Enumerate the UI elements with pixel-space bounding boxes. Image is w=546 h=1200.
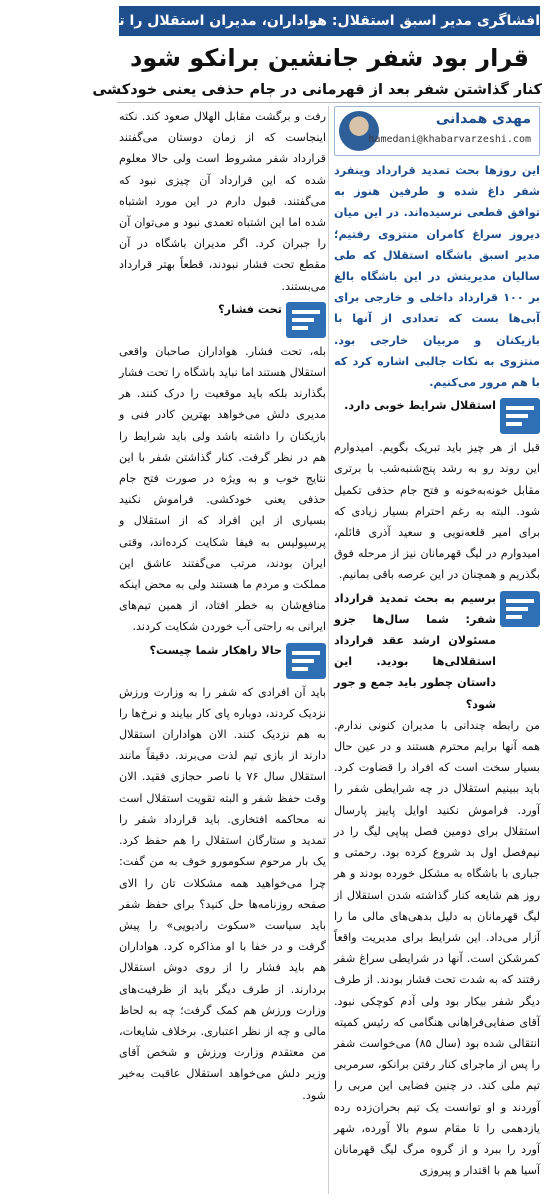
- khabar-logo-icon: [286, 643, 326, 679]
- question-3: [119, 299, 326, 341]
- author-email: hamedani@khabarvarzeshi.com: [368, 134, 531, 145]
- question-2: [334, 588, 540, 715]
- answer-2: من رابطه چندانی با مدیران کنونی ندارم. همه آنها برایم محترم هستند و در عین حال بسیار سخت است که افراد را قضاوت کرد. باید ببینیم استقلال در چه شرایطی شفر را آورد. فراموش نکنید اوایل پاییز پارسال استقلال برای دومین فصل پیاپی لیگ را در نیم‌فصل اول بد شروع کرده بود. رحمتی و جباری با باشگاه به مشکل خورده بودند و هر روز هم شایعه کنار گذاشته شدن استقلال از لیگ قهرمانان به دلیل بدهی‌های مالی ما را آزار می‌داد. این شرایط برای مدیریت واقعاً کمرشکن است. آنها در شرایطی سراغ شفر رفتند که به شدت تحت فشار بودند. از طرف دیگر شفر بیکار بود ولی آدم کوچکی نبود. آقای صفایی‌فراهانی هنگامی که رئیس کمیته انتقالی شده بود (سال ۸۵) می‌خواست شفر را پس از ماجرای کنار رفتن برانکو، سرمربی تیم ملی کند. در چنین فضایی این مربی را آوردند و او توانست یک تیم بحران‌زده رده یازدهمی را تا مقام سوم بالا آورده، شهر آورد را ببرد و از گروه مرگ لیگ قهرمانان آسیا هم با اقتدار و پیروزی: [334, 718, 540, 1178]
- khabar-logo-icon: [286, 302, 326, 338]
- column-divider: [328, 106, 329, 1194]
- lead-paragraph: این روزها بحث تمدید قرارداد وینفرد شفر داغ شده و طرفین هنوز به توافق قطعی نرسیده‌اند. در این میان دیروز سراغ کامران منتزوی رفتیم؛ مدیر اسبق باشگاه استقلال که طی سالیان مدیریتش در این باشگاه بالغ بر ۱۰۰ قرارداد داخلی و خارجی برای آبی‌ها بست که تعدادی از آنها با بازیکنان و مربیان خارجی بود. منتزوی به نکات جالبی اشاره کرد که با هم مرور می‌کنیم.: [334, 164, 540, 390]
- headline: قرار بود شفر جانشین برانکو شود: [130, 44, 529, 72]
- right-column: [334, 106, 540, 1196]
- continued-paragraph: رفت و برگشت مقابل الهلال صعود کند. نکته اینجاست که از زمان دوستان می‌گفتند قرارداد شفر مشروط است ولی حالا معلوم شده که این قرارداد آن چیزی نبود که می‌گفتند. قبول دارم در این مورد اشتباه شده اما این اشتباه تعمدی نبود و می‌توان آن را جبران کرد. اگر مدیران باشگاه در آن مقطع تحت فشار نبودند، قطعاً بهتر قرارداد می‌بستند.: [119, 110, 326, 293]
- author-box: [334, 106, 540, 156]
- left-column: [119, 106, 326, 1196]
- question-3-text: تحت فشار؟: [218, 302, 282, 316]
- kicker-bar: افشاگری مدیر اسبق استقلال: هواداران، مدیران استقلال را تحت فشار نگذارند: [119, 6, 540, 36]
- answer-1: قبل از هر چیز باید تبریک بگویم. امیدوارم این روند رو به رشد پنج‌شنبه‌شب با برتری مقابل خونه‌به‌خونه و فتح جام حذفی تکمیل شود. البته به رغم احترام بسیار زیادی که برای امیر قلعه‌نویی و سعید آذری قائلم، امیدوارم در لیگ قهرمانان نیز از مرحله فوق بگذریم و همچنان در این عرصه باقی بمانیم.: [334, 441, 540, 582]
- question-2-text: برسیم به بحث تمدید قرارداد شفر: شما سال‌ها جزو مسئولان ارشد عقد قرارداد استقلالی‌ها بودید. این داستان چطور باید جمع و جور شود؟: [334, 591, 496, 711]
- khabar-logo-icon: [500, 591, 540, 627]
- khabar-logo-icon: [500, 398, 540, 434]
- author-name: مهدی همدانی: [435, 111, 531, 127]
- answer-3: بله، تحت فشار. هواداران صاحبان واقعی استقلال هستند اما نباید باشگاه را تحت فشار بگذارند بلکه باید موقعیت را درک کنند. هر مدیری دلش می‌خواهد بهترین کادر فنی و بازیکنان را داشته باشد ولی باید شرایط را هم در نظر گرفت. کنار گذاشتن شفر با این نتایج خوب و به ویژه در صورت فتح جام حذفی یعنی خودکشی. فراموش نکنید بسیاری از این افراد که از استقلال و پرسپولیس به فیفا شکایت کرده‌اند، وقتی ایران بودند، مرتب می‌گفتند عاشق این مملکت و مردم ما هستند ولی به محض اینکه منافع‌شان به خطر افتاد، از همین تیم‌های ایرانی به راحتی آب خوردن شکایت کردند.: [119, 344, 326, 634]
- question-1-text: استقلال شرایط خوبی دارد.: [344, 399, 496, 413]
- answer-4: باید آن افرادی که شفر را به وزارت ورزش نزدیک کردند، دوباره پای کار بیایند و نرخ‌ها را به هم نزدیک کنند. الان هواداران استقلال دارند از بازی تیم لذت می‌برند. دقیقاً مانند استقلال سال ۷۶ با ناصر حجازی فقید. الان وقت حفظ شفر و البته تقویت استقلال است نه محاکمه افتخاری. باید قرارداد شفر را تمدید و ستارگان استقلال را هم حفظ کرد. یک بار مرحوم سکومورو خوف به من گفت: چرا می‌خواهید همه مشکلات تان را الای صفحه روزنامه‌ها حل کنید؟ برای حفظ شفر باید سیاست «سکوت رادیویی» را پیش گرفت و در خفا با او مذاکره کرد. هواداران هم باید فشار را از روی دوش استقلال بردارند. از طرف دیگر باید از ظرفیت‌های وزارت ورزش هم کمک گرفت؛ چه به لحاظ مالی و چه از نظر اعتباری. برخلاف شایعات، من معتقدم وزارت ورزش و شخص آقای وزیر دلش می‌خواهد استقلال عاقبت به‌خیر شود.: [119, 685, 326, 1102]
- question-1: [334, 395, 540, 437]
- question-4: [119, 640, 326, 682]
- subheadline: کنار گذاشتن شفر بعد از قهرمانی در جام حذفی یعنی خودکشی: [117, 78, 542, 103]
- question-4-text: حالا راهکار شما چیست؟: [149, 643, 282, 657]
